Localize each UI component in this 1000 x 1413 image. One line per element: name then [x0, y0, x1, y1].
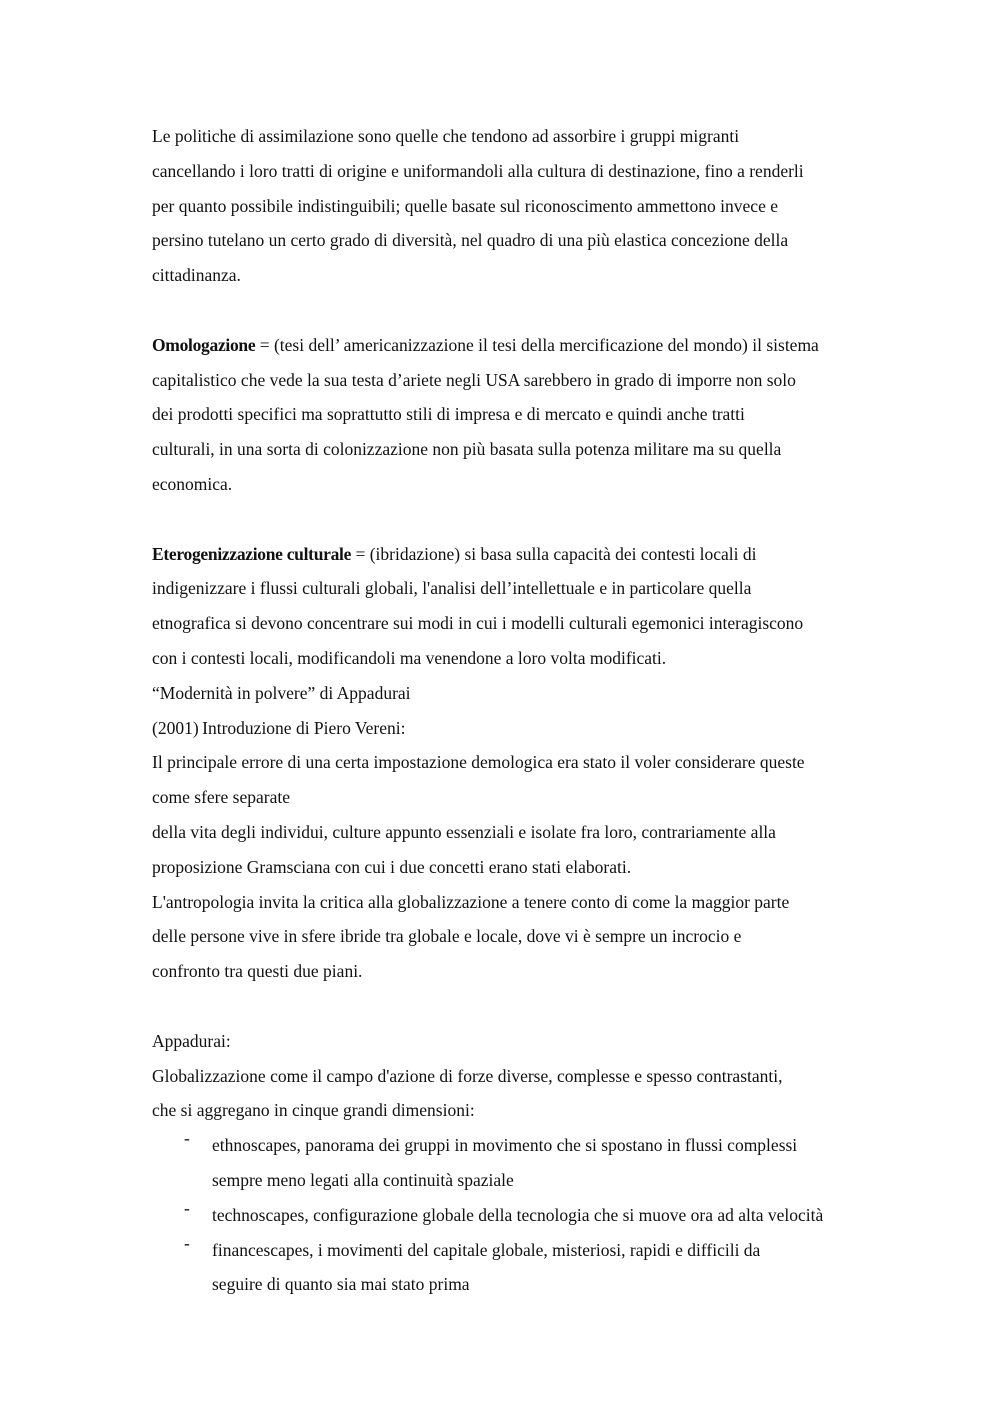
paragraph-spacer — [152, 293, 912, 328]
document-body — [152, 119, 912, 1302]
text-line: cancellando i loro tratti di origine e uniformandoli alla cultura di destinazione, fino a renderli — [152, 160, 804, 181]
text-line: economica. — [152, 473, 233, 494]
text-line: come sfere separate — [152, 787, 290, 808]
text-line: persino tutelano un certo grado di diversità, nel quadro di una più elastica concezione della — [152, 230, 789, 251]
dimensions-list — [152, 1128, 912, 1302]
paragraph-eterogenizzazione — [152, 537, 912, 989]
book-title-line: “Modernità in polvere” di Appadurai — [152, 682, 411, 703]
list-item-line: sempre meno legati alla continuità spaziale — [212, 1169, 514, 1190]
text-line: per quanto possibile indistinguibili; quelle basate sul riconoscimento ammettono invece e — [152, 195, 778, 216]
text-line: indigenizzare i flussi culturali globali, l'analisi dell’intellettuale e in particolare quella — [152, 578, 752, 599]
text-line: confronto tra questi due piani. — [152, 961, 363, 982]
text-line — [152, 537, 912, 572]
text-line: con i contesti locali, modificandoli ma venendone a loro volta modificati. — [152, 647, 667, 668]
list-item — [152, 1233, 912, 1303]
text-line: etnografica si devono concentrare sui modi in cui i modelli culturali egemonici interagiscono — [152, 613, 804, 634]
text-line: proposizione Gramsciana con cui i due concetti erano stati elaborati. — [152, 856, 632, 877]
paragraph-assimilazione — [152, 119, 912, 293]
definition-text: = (ibridazione) si basa sulla capacità dei contesti locali di — [351, 543, 757, 564]
text-line: che si aggregano in cinque grandi dimensioni: — [152, 1100, 475, 1121]
text-line: delle persone vive in sfere ibride tra globale e locale, dove vi è sempre un incrocio e — [152, 926, 742, 947]
list-item-line: financescapes, i movimenti del capitale globale, misteriosi, rapidi e difficili da — [212, 1239, 761, 1260]
list-item-line: technoscapes, configurazione globale della tecnologia che si muove ora ad alta velocità — [212, 1204, 824, 1225]
text-line: (2001) Introduzione di Piero Vereni: — [152, 717, 406, 738]
list-item — [152, 1128, 912, 1198]
text-line: della vita degli individui, culture appunto essenziali e isolate fra loro, contrariamente alla — [152, 821, 776, 842]
text-line: culturali, in una sorta di colonizzazione non più basata sulla potenza militare ma su quella — [152, 439, 782, 460]
text-line: Globalizzazione come il campo d'azione di forze diverse, complesse e spesso contrastanti, — [152, 1065, 783, 1086]
list-item — [152, 1198, 912, 1233]
text-line: dei prodotti specifici ma soprattutto stili di impresa e di mercato e quindi anche tratti — [152, 404, 745, 425]
section-heading: Appadurai: — [152, 1030, 231, 1051]
bullet-dash: - — [184, 1197, 190, 1218]
section-appadurai — [152, 1024, 912, 1302]
list-item-line: ethnoscapes, panorama dei gruppi in movimento che si spostano in flussi complessi — [212, 1135, 798, 1156]
term-omologazione: Omologazione — [152, 334, 256, 355]
text-line: L'antropologia invita la critica alla globalizzazione a tenere conto di come la maggior parte — [152, 891, 790, 912]
text-line: Il principale errore di una certa impostazione demologica era stato il voler considerare queste — [152, 752, 805, 773]
definition-text: = (tesi dell’ americanizzazione il tesi della mercificazione del mondo) il sistema — [255, 334, 819, 355]
term-eterogenizzazione: Eterogenizzazione culturale — [152, 543, 352, 564]
paragraph-omologazione — [152, 328, 912, 502]
text-line: Le politiche di assimilazione sono quelle che tendono ad assorbire i gruppi migranti — [152, 126, 740, 146]
list-item-line: seguire di quanto sia mai stato prima — [212, 1274, 470, 1295]
paragraph-spacer — [152, 989, 912, 1024]
bullet-dash: - — [184, 1128, 190, 1149]
text-line — [152, 328, 912, 363]
bullet-dash: - — [184, 1232, 190, 1253]
text-line: capitalistico che vede la sua testa d’ariete negli USA sarebbero in grado di imporre non solo — [152, 369, 796, 390]
text-line: cittadinanza. — [152, 265, 241, 286]
paragraph-spacer — [152, 502, 912, 537]
